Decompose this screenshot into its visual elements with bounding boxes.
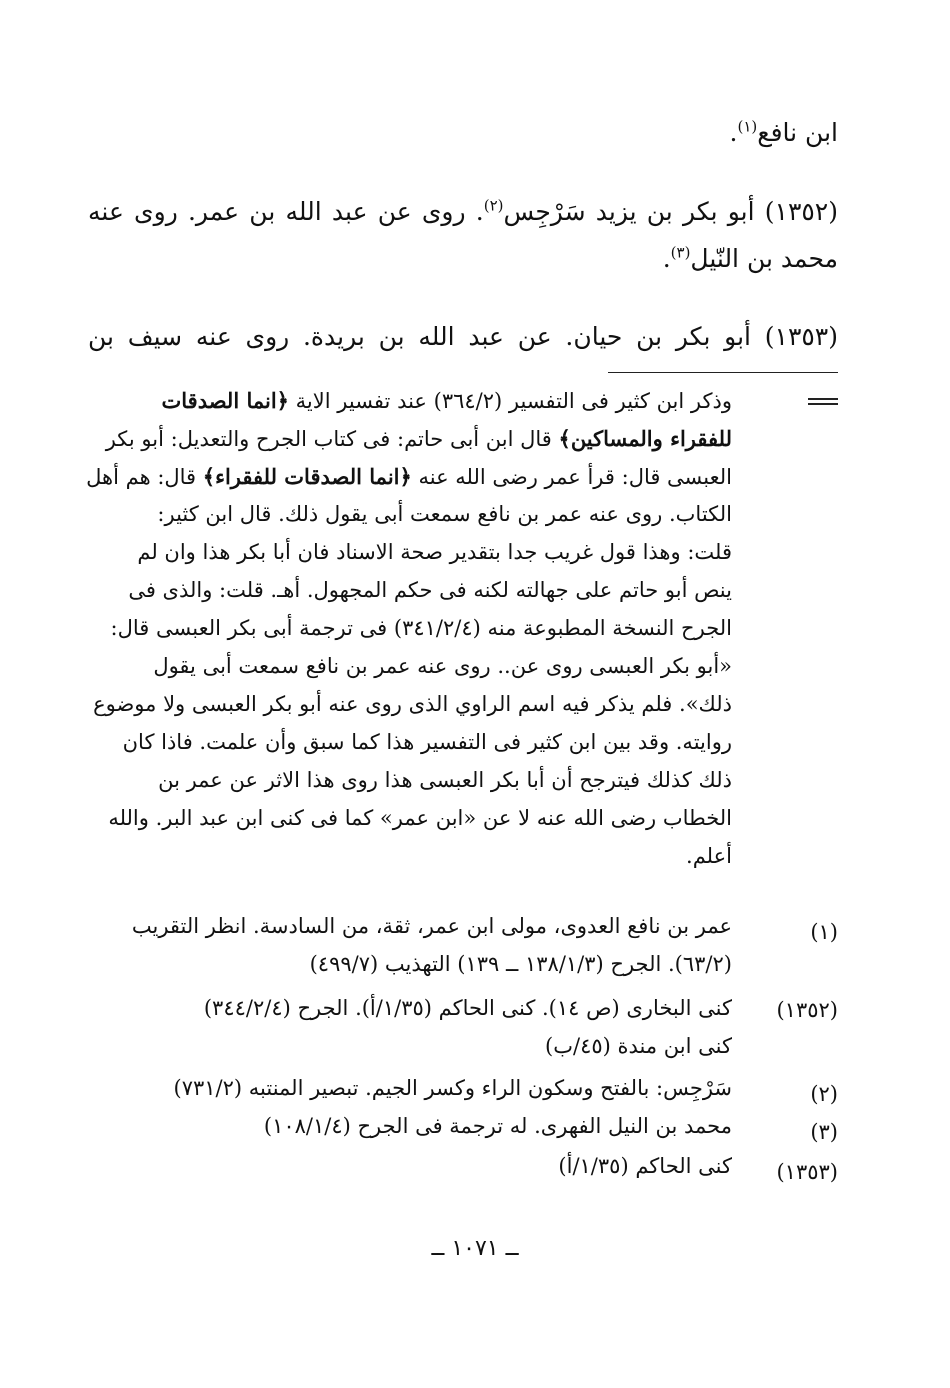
note-line: العبسى قال: قرأ عمر رضى الله عنه ﴿انما الصدقات للفقراء﴾ قال: هم أهل <box>86 464 732 489</box>
entry-1352-line-2: محمد بن النّيل$^{(٣)}$. <box>662 243 838 273</box>
footnote-line: كنى ابن مندة (٤٥/ب) <box>545 1034 732 1058</box>
footnote-ref-2: (٢) <box>483 196 504 215</box>
quran-quote: ﴿انما الصدقات <box>161 388 289 413</box>
note-line: أعلم. <box>686 844 732 868</box>
footnote-line: محمد بن النيل الفهرى. له ترجمة فى الجرح (١٠٨/١/٤) <box>263 1114 732 1138</box>
note-line: ذلك». فلم يذكر فيه اسم الراوي الذى روى عنه أبو بكر العبسى ولا موضوع <box>93 692 732 716</box>
footnote-marker: (٣) <box>810 1120 838 1144</box>
footnote-marker: (١) <box>810 920 838 944</box>
note-line: وذكر ابن كثير فى التفسير (٣٦٤/٢) عند تفسير الاية ﴿انما الصدقات <box>161 388 732 413</box>
quran-quote: ﴿انما الصدقات للفقراء﴾ <box>202 464 412 489</box>
footnote-divider <box>608 372 838 373</box>
footnote-marker: (١٣٥٣) <box>776 1160 838 1184</box>
footnote-ref-1: (١) <box>737 117 758 136</box>
entry-number: (١٣٥٣) <box>764 322 838 351</box>
entry-number: (١٣٥٢) <box>764 197 838 226</box>
note-line: روايته. وقد بين ابن كثير فى التفسير هذا كما سبق وأن علمت. فاذا كان <box>122 730 732 754</box>
continuation-mark <box>808 398 838 405</box>
footnote-marker: (١٣٥٢) <box>776 998 838 1022</box>
footnote-line: سَرْجِس: بالفتح وسكون الراء وكسر الجيم. تبصير المنتبه (٧٣١/٢) <box>173 1076 732 1100</box>
note-line: ذلك كذلك فيترجح أن أبا بكر العبسى هذا روى هذا الاثر عن عمر بن <box>158 768 732 792</box>
note-line: الكتاب. روى عنه عمر بن نافع سمعت أبى يقول ذلك. قال ابن كثير: <box>157 502 732 526</box>
footnote-line: كنى البخارى (ص ١٤). كنى الحاكم (١/٣٥/أ). الجرح (٣٤٤/٢/٤) <box>203 996 732 1020</box>
page-number: ــ ١٠٧١ ــ <box>431 1236 519 1261</box>
footnote-line: كنى الحاكم (١/٣٥/أ) <box>558 1154 732 1178</box>
footnote-marker: (٢) <box>810 1082 838 1106</box>
entry-1352-line-1: (١٣٥٢) أبو بكر بن يزيد سَرْجِس$^{(٢)}$. روى عن عبد الله بن عمر. روى عنه <box>88 196 838 226</box>
footnote-line: عمر بن نافع العدوى، مولى ابن عمر، ثقة، من السادسة. انظر التقريب <box>131 914 732 938</box>
note-line: الجرح النسخة المطبوعة منه (٣٤١/٢/٤) فى ترجمة أبى بكر العبسى قال: <box>110 616 732 640</box>
main-line-1: ابن نافع$^{(١)}$. <box>729 117 838 147</box>
note-line: الخطاب رضى الله عنه لا عن «ابن عمر» كما فى كنى ابن عبد البر. والله <box>108 806 732 830</box>
note-line: قلت: وهذا قول غريب جدا بتقدير صحة الاسناد فان أبا بكر هذا وان لم <box>137 540 732 564</box>
note-line: للفقراء والمساكين﴾ قال ابن أبى حاتم: فى كتاب الجرح والتعديل: أبو بكر <box>105 426 732 451</box>
main-text: ابن نافع <box>757 118 838 147</box>
footnote-line: (٦٣/٢). الجرح (١٣٨/١/٣ ــ ١٣٩) التهذيب (٤٩٩/٧) <box>309 952 732 976</box>
note-line: ينص أبو حاتم على جهالته لكنه فى حكم المجهول. أهـ. قلت: والذى فى <box>128 578 732 602</box>
note-line: «أبو بكر العبسى روى عن.. روى عنه عمر بن نافع سمعت أبى يقول <box>153 654 732 678</box>
quran-quote: للفقراء والمساكين﴾ <box>558 426 732 451</box>
footnote-ref-3: (٣) <box>670 243 691 262</box>
entry-1353-line-1: (١٣٥٣) أبو بكر بن حيان. عن عبد الله بن بريدة. روى عنه سيف بن <box>88 322 838 351</box>
